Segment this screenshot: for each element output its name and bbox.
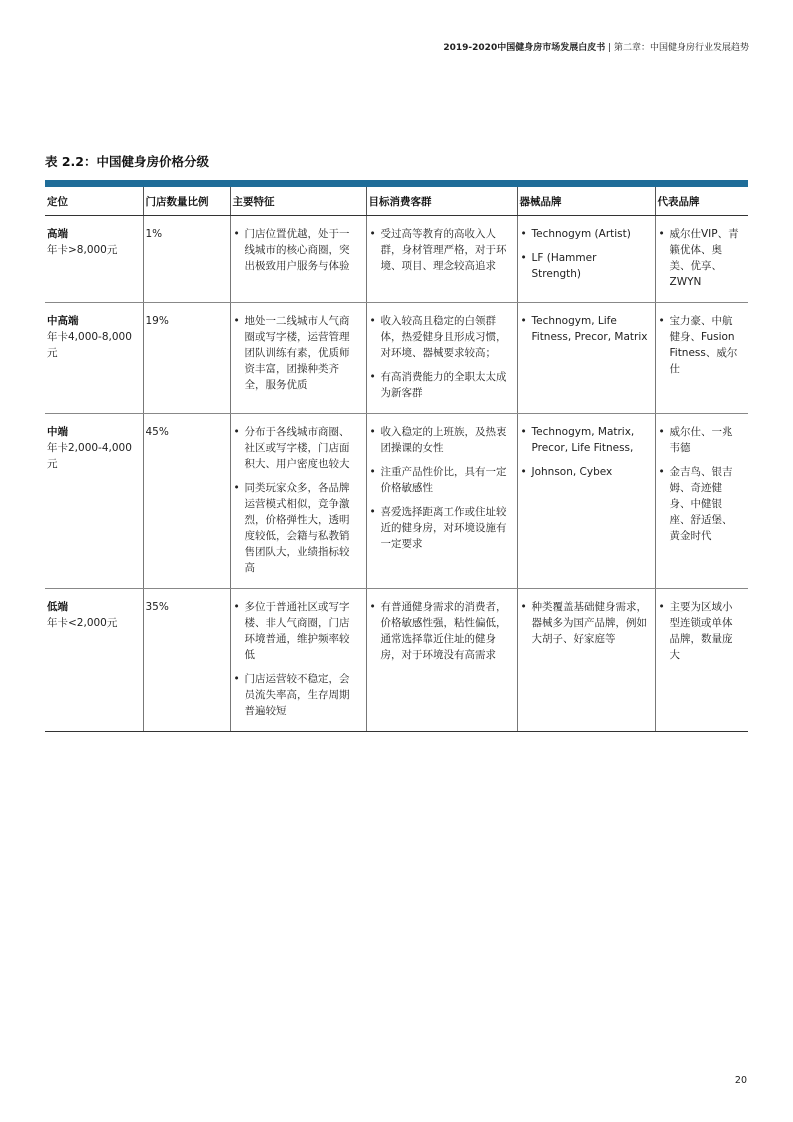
equipment-cell (517, 303, 655, 414)
running-header (443, 40, 749, 53)
list-item: • 门店运营较不稳定，会员流失率高，生存周期普遍较短 (233, 671, 360, 719)
list-item: • 门店位置优越，处于一线城市的核心商圈，突出极致用户服务与体验 (233, 226, 360, 274)
position-cell (45, 216, 143, 303)
features-cell (230, 216, 366, 303)
list-item: • 威尔仕VIP、青籁优体、奥美、优享、ZWYN (658, 226, 743, 290)
position-name: 高端 (47, 228, 68, 240)
column-header-ratio: 门店数量比例 (143, 187, 230, 216)
list-item: • Technogym, Matrix, Precor, Life Fitness, (520, 424, 649, 456)
brands-cell (655, 589, 748, 732)
features-cell (230, 414, 366, 589)
ratio-cell: 35% (143, 589, 230, 732)
column-header-customers: 目标消费客群 (366, 187, 517, 216)
list-item: • 收入稳定的上班族，及热衷团操课的女性 (369, 424, 511, 456)
position-cell (45, 414, 143, 589)
list-item: • Technogym, Life Fitness, Precor, Matrix (520, 313, 649, 345)
list-item: • 有普通健身需求的消费者，价格敏感性强，粘性偏低，通常选择靠近住址的健身房，对于环境没有高需求 (369, 599, 511, 663)
list-item: • 受过高等教育的高收入人群，身材管理严格，对于环境、项目、理念较高追求 (369, 226, 511, 274)
list-item: • 金吉鸟、银吉姆、奇迹健身、中健银座、舒适堡、黄金时代 (658, 464, 743, 544)
customers-cell (366, 589, 517, 732)
table-title: 表 2.2：中国健身房价格分级 (45, 154, 209, 169)
list-item: • LF (Hammer Strength) (520, 250, 649, 282)
list-item: • 同类玩家众多，各品牌运营模式相似，竞争激烈，价格弹性大，透明度较低，会籍与私教销售团队大，业绩指标较高 (233, 480, 360, 576)
equipment-cell (517, 589, 655, 732)
position-price: 年卡>8,000元 (47, 244, 118, 256)
list-item: • 注重产品性价比，具有一定价格敏感性 (369, 464, 511, 496)
brands-cell (655, 303, 748, 414)
list-item: • 主要为区域小型连锁或单体品牌，数量庞大 (658, 599, 743, 663)
customers-cell (366, 303, 517, 414)
features-cell (230, 303, 366, 414)
page-number: 20 (734, 1075, 747, 1086)
position-name: 低端 (47, 601, 68, 613)
table-accent-bar (45, 180, 748, 187)
list-item: • 喜爱选择距离工作或住址较近的健身房，对环境设施有一定要求 (369, 504, 511, 552)
customers-cell (366, 414, 517, 589)
list-item: • 收入较高且稳定的白领群体，热爱健身且形成习惯，对环境、器械要求较高； (369, 313, 511, 361)
column-header-brands: 代表品牌 (655, 187, 748, 216)
customers-cell (366, 216, 517, 303)
header-separator: | (605, 43, 614, 53)
list-item: • Technogym (Artist) (520, 226, 649, 242)
list-item: • Johnson, Cybex (520, 464, 649, 480)
table-header-row (45, 187, 748, 216)
list-item: • 分布于各线城市商圈、社区或写字楼，门店面积大、用户密度也较大 (233, 424, 360, 472)
list-item: • 多位于普通社区或写字楼、非人气商圈，门店环境普通，维护频率较低 (233, 599, 360, 663)
ratio-cell: 45% (143, 414, 230, 589)
list-item: • 威尔仕、一兆韦德 (658, 424, 743, 456)
position-price: 年卡4,000-8,000元 (47, 331, 132, 359)
equipment-cell (517, 414, 655, 589)
price-tier-table (45, 187, 748, 732)
column-header-equipment: 器械品牌 (517, 187, 655, 216)
table-row (45, 414, 748, 589)
position-price: 年卡2,000-4,000元 (47, 442, 132, 470)
ratio-cell: 19% (143, 303, 230, 414)
table-row (45, 216, 748, 303)
column-header-position: 定位 (45, 187, 143, 216)
brands-cell (655, 414, 748, 589)
list-item: • 有高消费能力的全职太太成为新客群 (369, 369, 511, 401)
list-item: • 宝力豪、中航健身、Fusion Fitness、威尔仕 (658, 313, 743, 377)
list-item: • 地处一二线城市人气商圈或写字楼，运营管理团队训练有素，优质师资丰富，团操种类齐全，服务优质 (233, 313, 360, 393)
report-title: 2019-2020中国健身房市场发展白皮书 (443, 43, 606, 53)
position-cell (45, 303, 143, 414)
position-name: 中高端 (47, 315, 79, 327)
brands-cell (655, 216, 748, 303)
position-price: 年卡<2,000元 (47, 617, 118, 629)
chapter-title: 第二章：中国健身房行业发展趋势 (613, 43, 749, 53)
position-cell (45, 589, 143, 732)
equipment-cell (517, 216, 655, 303)
position-name: 中端 (47, 426, 68, 438)
table-row (45, 589, 748, 732)
column-header-features: 主要特征 (230, 187, 366, 216)
ratio-cell: 1% (143, 216, 230, 303)
features-cell (230, 589, 366, 732)
list-item: • 种类覆盖基础健身需求，器械多为国产品牌，例如大胡子、好家庭等 (520, 599, 649, 647)
table-row (45, 303, 748, 414)
